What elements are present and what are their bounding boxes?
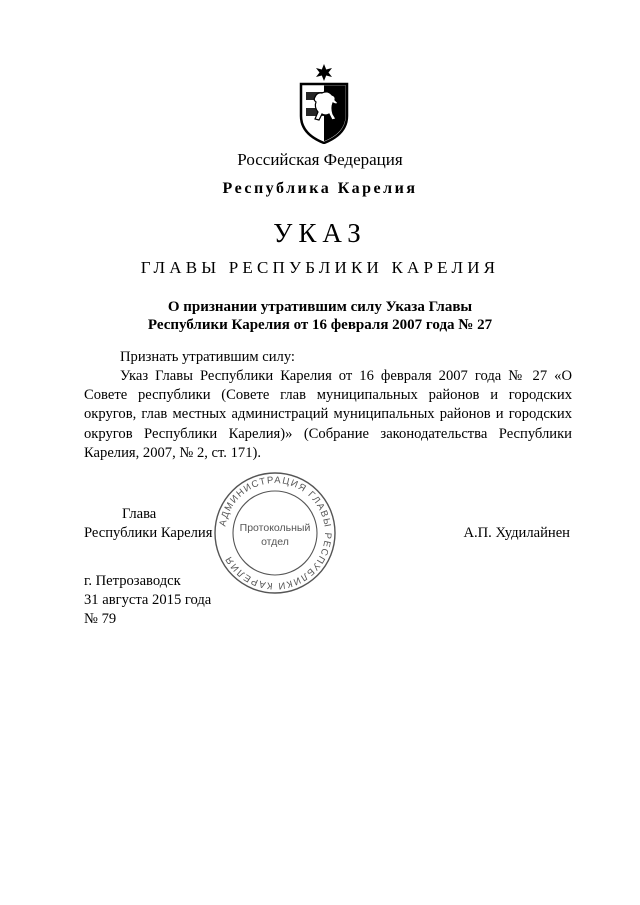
republic-name: Республика Карелия [222,180,418,197]
stamp-center-line-2: отдел [261,536,289,548]
signatory-role-line-2: Республики Карелия [84,525,213,541]
signatory-role-line-1: Глава [122,506,157,522]
document-footer [84,572,211,629]
issue-city: г. Петрозаводск [84,573,181,589]
document-number: № 79 [84,611,117,627]
coat-of-arms-icon [298,64,350,144]
official-stamp [212,470,338,596]
signatory-name: А.П. Худилайнен [463,525,570,541]
body-decree-reference: Указ Главы Республики Карелия от 16 февраля 2007 года № 27 «О Совете республики (Совете глав муниципальных районов и городских округов, глав местных администраций муниципальных районов и городских округов Республики Карелия)» (Собрание законодательства Республики Карелия, 2007, № 2, ст. 171). [84,368,572,461]
document-type: УКАЗ [273,218,367,248]
title-line-1: О признании утратившим силу Указа Главы [167,299,473,315]
stamp-center-line-1: Протокольный [239,522,311,534]
stamp-ring-text: АДМИНИСТРАЦИЯ ГЛАВЫ РЕСПУБЛИКИ КАРЕЛИЯ [217,474,334,592]
issue-date: 31 августа 2015 года [84,592,212,608]
document-title [0,298,640,334]
title-line-2: Республики Карелия от 16 февраля 2007 года № 27 [147,317,493,333]
issuer-name: ГЛАВЫ РЕСПУБЛИКИ КАРЕЛИЯ [140,258,500,277]
country-name: Российская Федерация [237,150,403,169]
body-intro: Признать утратившим силу: [120,349,295,365]
